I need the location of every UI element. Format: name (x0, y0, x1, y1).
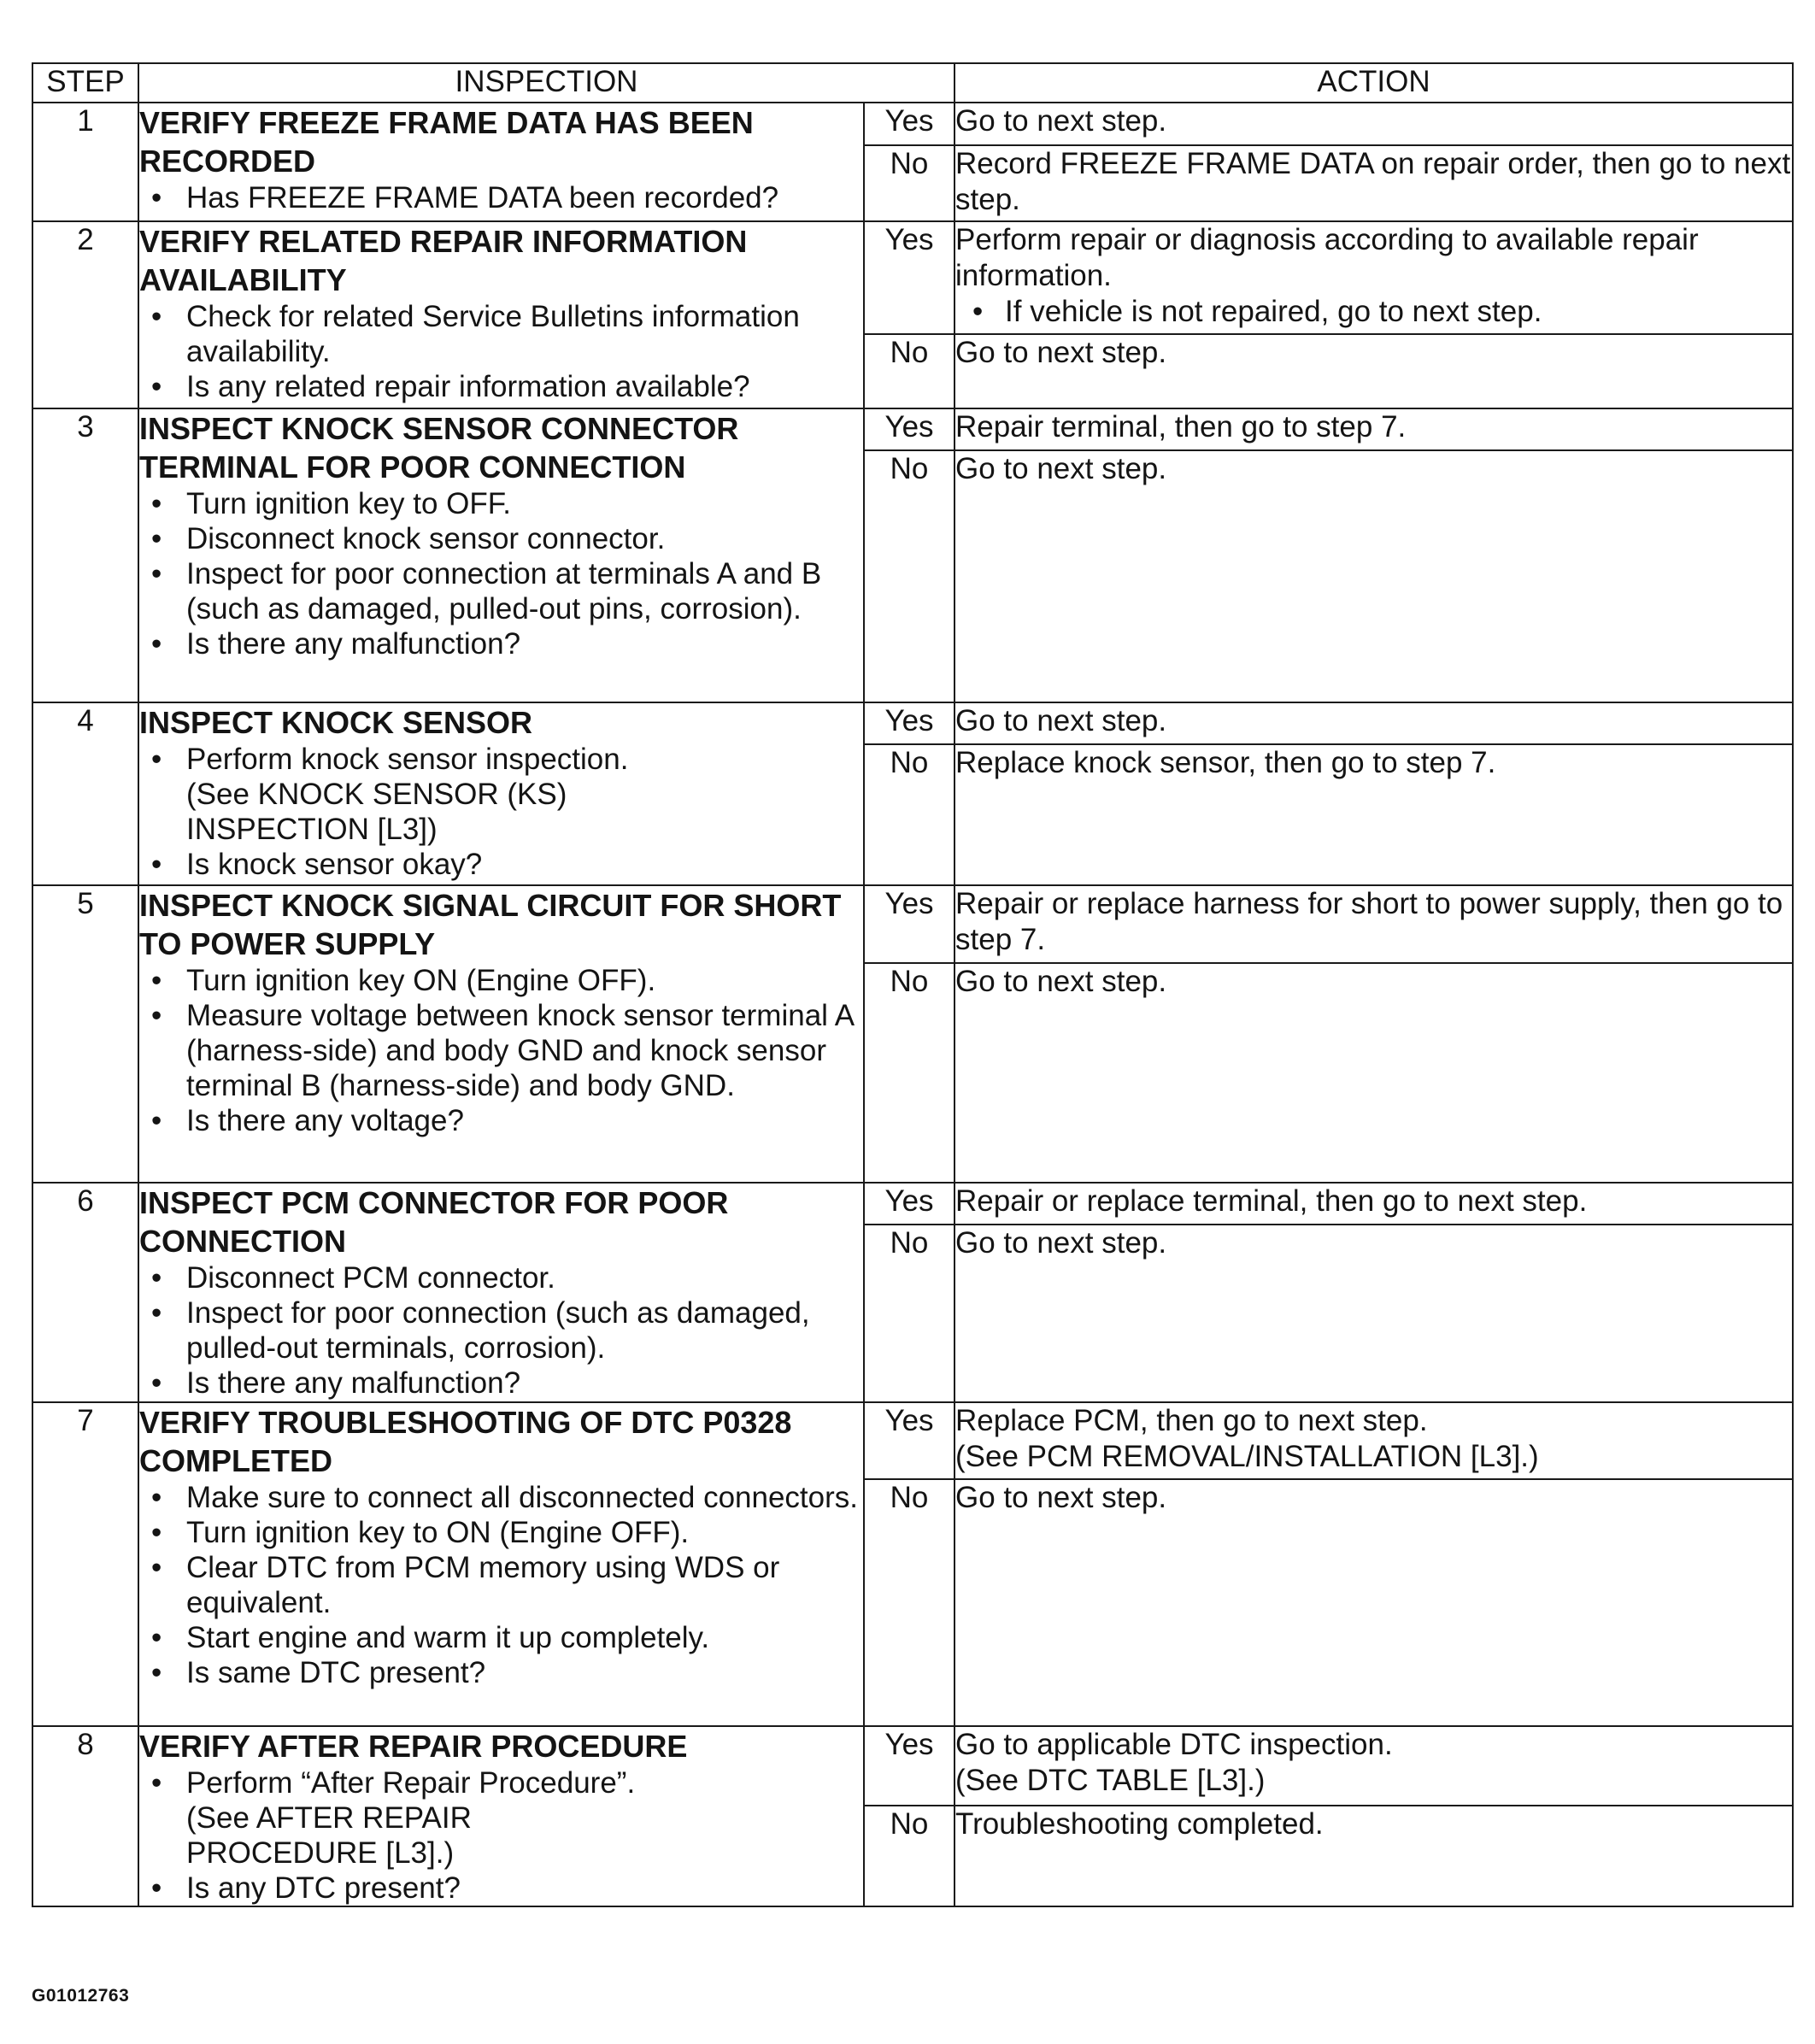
inspection-bullet: • Turn ignition key to OFF. (139, 486, 863, 521)
yes-label: Yes (864, 408, 954, 450)
inspection-bullet: • Make sure to connect all disconnected connectors. (139, 1480, 863, 1515)
yes-action: Go to next step. (954, 103, 1793, 145)
diagnostic-table (32, 62, 1794, 1907)
yes-action-reference: (See PCM REMOVAL/INSTALLATION [L3].) (955, 1440, 1539, 1473)
inspection-bullet: • Is there any malfunction? (139, 626, 863, 661)
inspection-bullets (139, 1260, 863, 1401)
inspection-bullet: • Disconnect PCM connector. (139, 1260, 863, 1295)
inspection-bullets (139, 963, 863, 1138)
inspection-cell (138, 1402, 864, 1726)
yes-label: Yes (864, 1726, 954, 1806)
no-action: Replace knock sensor, then go to step 7. (954, 744, 1793, 885)
inspection-title: VERIFY TROUBLESHOOTING OF DTC P0328 COMPLETED (139, 1405, 792, 1478)
inspection-title: INSPECT KNOCK SIGNAL CIRCUIT FOR SHORT TO POWER SUPPLY (139, 888, 842, 961)
inspection-bullets (139, 180, 863, 215)
no-action: Go to next step. (954, 334, 1793, 408)
inspection-bullet: • Is there any voltage? (139, 1103, 863, 1138)
no-action: Go to next step. (954, 450, 1793, 702)
inspection-bullets (139, 1765, 863, 1906)
inspection-cell (138, 1183, 864, 1402)
inspection-bullet: • Turn ignition key ON (Engine OFF). (139, 963, 863, 998)
inspection-bullet: • Is any related repair information available? (139, 369, 863, 404)
inspection-bullet: • Is knock sensor okay? (139, 847, 863, 882)
yes-action: Repair terminal, then go to step 7. (954, 408, 1793, 450)
inspection-bullet: • Measure voltage between knock sensor terminal A (harness-side) and body GND and knock sensor terminal B (harness-side) and body GND. (139, 998, 863, 1103)
inspection-bullet: • Is there any malfunction? (139, 1366, 863, 1401)
no-label: No (864, 744, 954, 885)
inspection-bullet: • Has FREEZE FRAME DATA been recorded? (139, 180, 863, 215)
diagnostic-procedure-sheet (32, 62, 1794, 1907)
step-row-yes (32, 103, 1793, 145)
yes-action-cell (954, 1402, 1793, 1479)
inspection-cell (138, 103, 864, 221)
inspection-bullet: • Start engine and warm it up completely. (139, 1620, 863, 1655)
inspection-title: VERIFY FREEZE FRAME DATA HAS BEEN RECORDED (139, 105, 754, 179)
step-row-yes (32, 885, 1793, 963)
inspection-cell (138, 221, 864, 408)
step-number: 8 (32, 1726, 138, 1906)
yes-action-bullets (955, 294, 1792, 329)
action-column-header: ACTION (954, 63, 1793, 103)
inspection-title: INSPECT PCM CONNECTOR FOR POOR CONNECTION (139, 1185, 729, 1259)
yes-label: Yes (864, 885, 954, 963)
inspection-bullets (139, 299, 863, 404)
inspection-cell (138, 885, 864, 1183)
header-row (32, 63, 1793, 103)
step-row-yes (32, 221, 1793, 334)
no-label: No (864, 963, 954, 1183)
no-label: No (864, 145, 954, 221)
inspection-bullet: • Inspect for poor connection (such as damaged, pulled-out terminals, corrosion). (139, 1295, 863, 1366)
yes-action-cell (954, 221, 1793, 334)
step-row-yes (32, 408, 1793, 450)
inspection-cell (138, 1726, 864, 1906)
yes-label: Yes (864, 1183, 954, 1225)
inspection-bullet: • Is same DTC present? (139, 1655, 863, 1690)
no-action: Record FREEZE FRAME DATA on repair order, then go to next step. (954, 145, 1793, 221)
inspection-bullet: • Is any DTC present? (139, 1871, 863, 1906)
step-number: 6 (32, 1183, 138, 1402)
inspection-bullets (139, 742, 863, 882)
inspection-bullets (139, 1480, 863, 1690)
yes-label: Yes (864, 221, 954, 334)
inspection-bullets (139, 486, 863, 661)
inspection-title: INSPECT KNOCK SENSOR CONNECTOR TERMINAL FOR POOR CONNECTION (139, 411, 739, 485)
step-row-yes (32, 1402, 1793, 1479)
inspection-bullet: • Disconnect knock sensor connector. (139, 521, 863, 556)
inspection-title: INSPECT KNOCK SENSOR (139, 705, 533, 740)
no-action: Troubleshooting completed. (954, 1806, 1793, 1906)
yes-label: Yes (864, 702, 954, 744)
yes-action-reference: (See DTC TABLE [L3].) (955, 1764, 1266, 1797)
step-number: 3 (32, 408, 138, 702)
no-label: No (864, 1225, 954, 1402)
inspection-column-header: INSPECTION (138, 63, 954, 103)
yes-action: Go to applicable DTC inspection. (955, 1728, 1393, 1761)
step-column-header: STEP (32, 63, 138, 103)
inspection-bullet: • Clear DTC from PCM memory using WDS or equivalent. (139, 1550, 863, 1620)
inspection-bullet: • Check for related Service Bulletins information availability. (139, 299, 863, 369)
inspection-cell (138, 702, 864, 885)
no-label: No (864, 334, 954, 408)
step-row-yes (32, 702, 1793, 744)
yes-action-bullet: • If vehicle is not repaired, go to next step. (955, 294, 1792, 329)
step-number: 1 (32, 103, 138, 221)
step-number: 5 (32, 885, 138, 1183)
no-action: Go to next step. (954, 1479, 1793, 1726)
yes-action: Repair or replace harness for short to power supply, then go to step 7. (954, 885, 1793, 963)
no-label: No (864, 1479, 954, 1726)
yes-label: Yes (864, 103, 954, 145)
inspection-bullet: • Perform “After Repair Procedure”. (See AFTER REPAIR PROCEDURE [L3].) (139, 1765, 863, 1871)
inspection-cell (138, 408, 864, 702)
figure-code: G01012763 (32, 1986, 130, 2006)
inspection-bullet: • Inspect for poor connection at terminals A and B (such as damaged, pulled-out pins, corrosion). (139, 556, 863, 626)
no-label: No (864, 450, 954, 702)
no-label: No (864, 1806, 954, 1906)
no-action: Go to next step. (954, 1225, 1793, 1402)
inspection-title: VERIFY AFTER REPAIR PROCEDURE (139, 1729, 688, 1764)
step-number: 2 (32, 221, 138, 408)
yes-action: Perform repair or diagnosis according to available repair information. (955, 223, 1699, 292)
step-number: 7 (32, 1402, 138, 1726)
yes-action-cell (954, 1726, 1793, 1806)
inspection-bullet: • Turn ignition key to ON (Engine OFF). (139, 1515, 863, 1550)
step-row-yes (32, 1183, 1793, 1225)
yes-action: Go to next step. (954, 702, 1793, 744)
inspection-title: VERIFY RELATED REPAIR INFORMATION AVAILABILITY (139, 224, 748, 297)
yes-action: Replace PCM, then go to next step. (955, 1404, 1428, 1437)
step-row-yes (32, 1726, 1793, 1806)
step-number: 4 (32, 702, 138, 885)
no-action: Go to next step. (954, 963, 1793, 1183)
yes-label: Yes (864, 1402, 954, 1479)
inspection-bullet: • Perform knock sensor inspection. (See KNOCK SENSOR (KS) INSPECTION [L3]) (139, 742, 863, 847)
yes-action: Repair or replace terminal, then go to next step. (954, 1183, 1793, 1225)
